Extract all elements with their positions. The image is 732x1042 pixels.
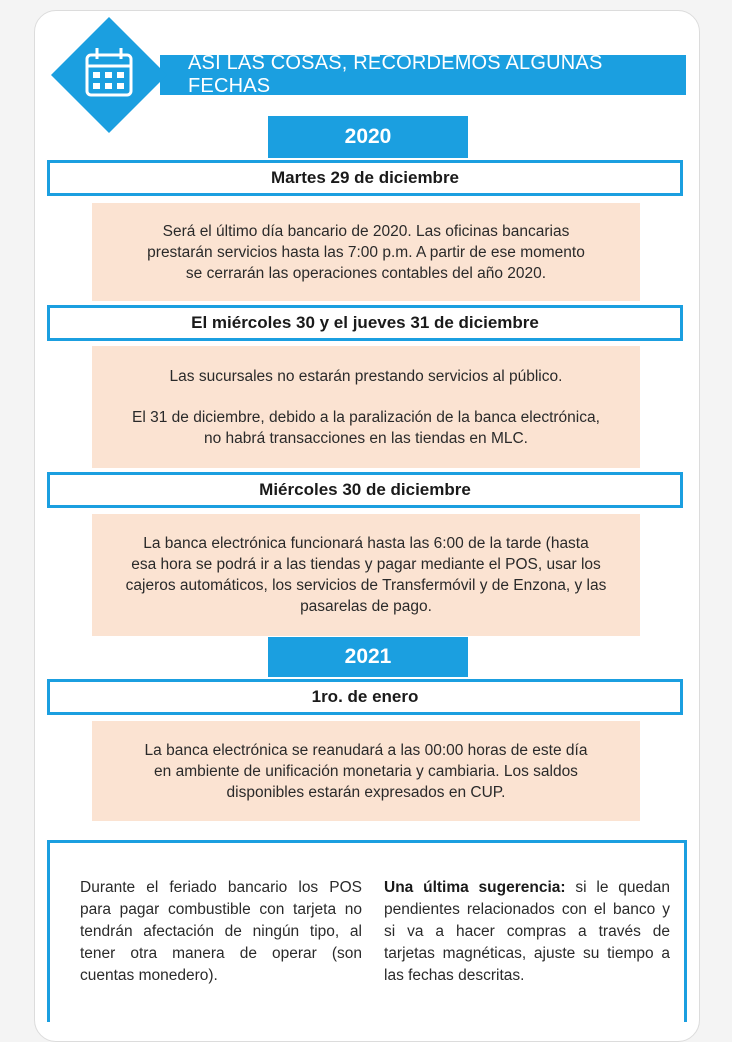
footer-right-body: si le quedan pendientes relacionados con el banco y si va a hacer compras a través de tarjetas magnéticas, ajuste su tiempo a las fechas descritas. xyxy=(384,879,671,984)
note-dec30 xyxy=(92,514,640,636)
footer-right-bold: Una última sugerencia: xyxy=(384,879,566,896)
note-line: esa hora se podrá ir a las tiendas y pagar mediante el POS, usar los xyxy=(131,556,601,573)
note-line: se cerrarán las operaciones contables del año 2020. xyxy=(185,264,547,282)
note-dec29 xyxy=(92,203,640,301)
note-paragraph: Las sucursales no estarán prestando servicios al público. xyxy=(169,367,563,385)
note-line: El 31 de diciembre, debido a la paralización de la banca electrónica, xyxy=(132,408,600,426)
note-line: La banca electrónica funcionará hasta las 6:00 de la tarde (hasta xyxy=(143,535,589,552)
date-bar-jan1: 1ro. de enero xyxy=(47,679,683,715)
note-line: pasarelas de pago. xyxy=(300,598,432,615)
year-tab-2021: 2021 xyxy=(268,637,468,677)
note-line: prestarán servicios hasta las 7:00 p.m. A partir de ese momento xyxy=(147,243,585,261)
date-bar-dec30: Miércoles 30 de diciembre xyxy=(47,472,683,508)
header-title: ASÍ LAS COSAS, RECORDEMOS ALGUNAS FECHAS xyxy=(160,55,686,95)
note-line: disponibles estarán expresados en CUP. xyxy=(226,783,506,801)
note-line: La banca electrónica se reanudará a las 00:00 horas de este día xyxy=(144,741,588,759)
note-line: en ambiente de unificación monetaria y cambiaria. Los saldos xyxy=(154,762,578,780)
note-line: no habrá transacciones en las tiendas en MLC. xyxy=(204,429,528,447)
footer-left-text: Durante el feriado bancario los POS para pagar combustible con tarjeta no tendrán afectación de ningún tipo, al tener otra manera de operar (son cuentas monedero). xyxy=(80,879,362,984)
date-bar-dec29: Martes 29 de diciembre xyxy=(47,160,683,196)
note-line: cajeros automáticos, los servicios de Transfermóvil y de Enzona, y las xyxy=(125,577,607,594)
note-dec30-31 xyxy=(92,346,640,468)
note-line: Será el último día bancario de 2020. Las oficinas bancarias xyxy=(162,222,570,240)
footer-right-text xyxy=(384,877,670,987)
date-bar-dec30-31: El miércoles 30 y el jueves 31 de diciembre xyxy=(47,305,683,341)
year-tab-2020: 2020 xyxy=(268,116,468,158)
note-jan1 xyxy=(92,721,640,821)
calendar-diamond xyxy=(49,15,169,135)
footer-box xyxy=(47,840,687,1022)
